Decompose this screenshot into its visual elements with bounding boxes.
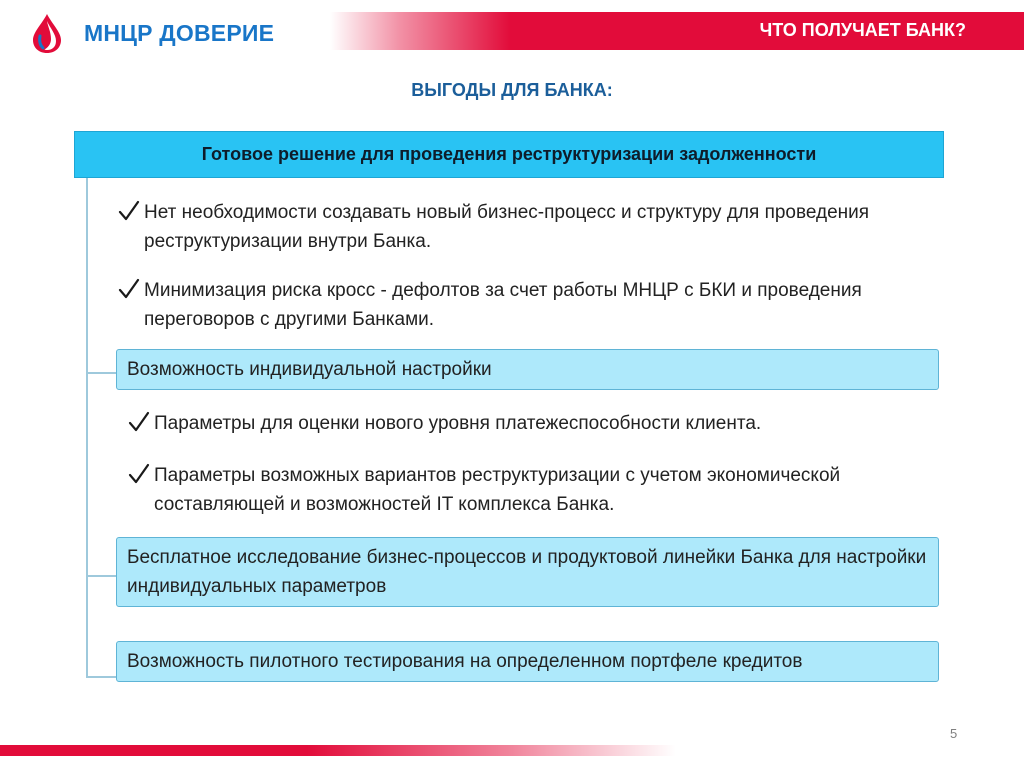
- slide-subtitle: ВЫГОДЫ ДЛЯ БАНКА:: [411, 80, 613, 100]
- custom-settings-box: Возможность индивидуальной настройки: [116, 349, 939, 390]
- benefit-item-text: Минимизация риска кросс - дефолтов за счет работы МНЦР с БКИ и проведения переговоров с другими Банками.: [144, 280, 862, 330]
- parameter-item-text: Параметры возможных вариантов реструктуризации с учетом экономической составляющей и возможностей IT комплекса Банка.: [154, 465, 841, 515]
- footer-bar: [0, 745, 1024, 756]
- pilot-testing-box: Возможность пилотного тестирования на определенном портфеле кредитов: [116, 641, 939, 682]
- parameter-item: [128, 461, 918, 519]
- tree-connector-box2: [86, 372, 116, 374]
- brand-name: МНЦР ДОВЕРИЕ: [84, 20, 275, 46]
- benefit-item: [118, 198, 918, 256]
- main-solution-box: Готовое решение для проведения реструктуризации задолженности: [74, 131, 944, 178]
- parameter-item-text: Параметры для оценки нового уровня платежеспособности клиента.: [154, 413, 762, 434]
- benefit-item: [118, 276, 918, 334]
- checkmark-icon: [118, 198, 144, 227]
- tree-connector-vertical: [86, 178, 88, 678]
- page-number: 5: [950, 726, 958, 741]
- checkmark-icon: [128, 461, 154, 490]
- benefit-item-text: Нет необходимости создавать новый бизнес-процесс и структуру для проведения реструктуризации внутри Банка.: [144, 202, 870, 252]
- checkmark-icon: [118, 276, 144, 305]
- drop-logo-icon: [30, 12, 64, 54]
- checkmark-icon: [128, 409, 154, 438]
- banner-title: ЧТО ПОЛУЧАЕТ БАНК?: [759, 20, 966, 40]
- parameter-item: [128, 409, 928, 438]
- header-banner: [330, 12, 1024, 50]
- tree-connector-box3: [86, 575, 116, 577]
- free-research-box: Бесплатное исследование бизнес-процессов и продуктовой линейки Банка для настройки индивидуальных параметров: [116, 537, 939, 607]
- tree-connector-box4: [86, 676, 116, 678]
